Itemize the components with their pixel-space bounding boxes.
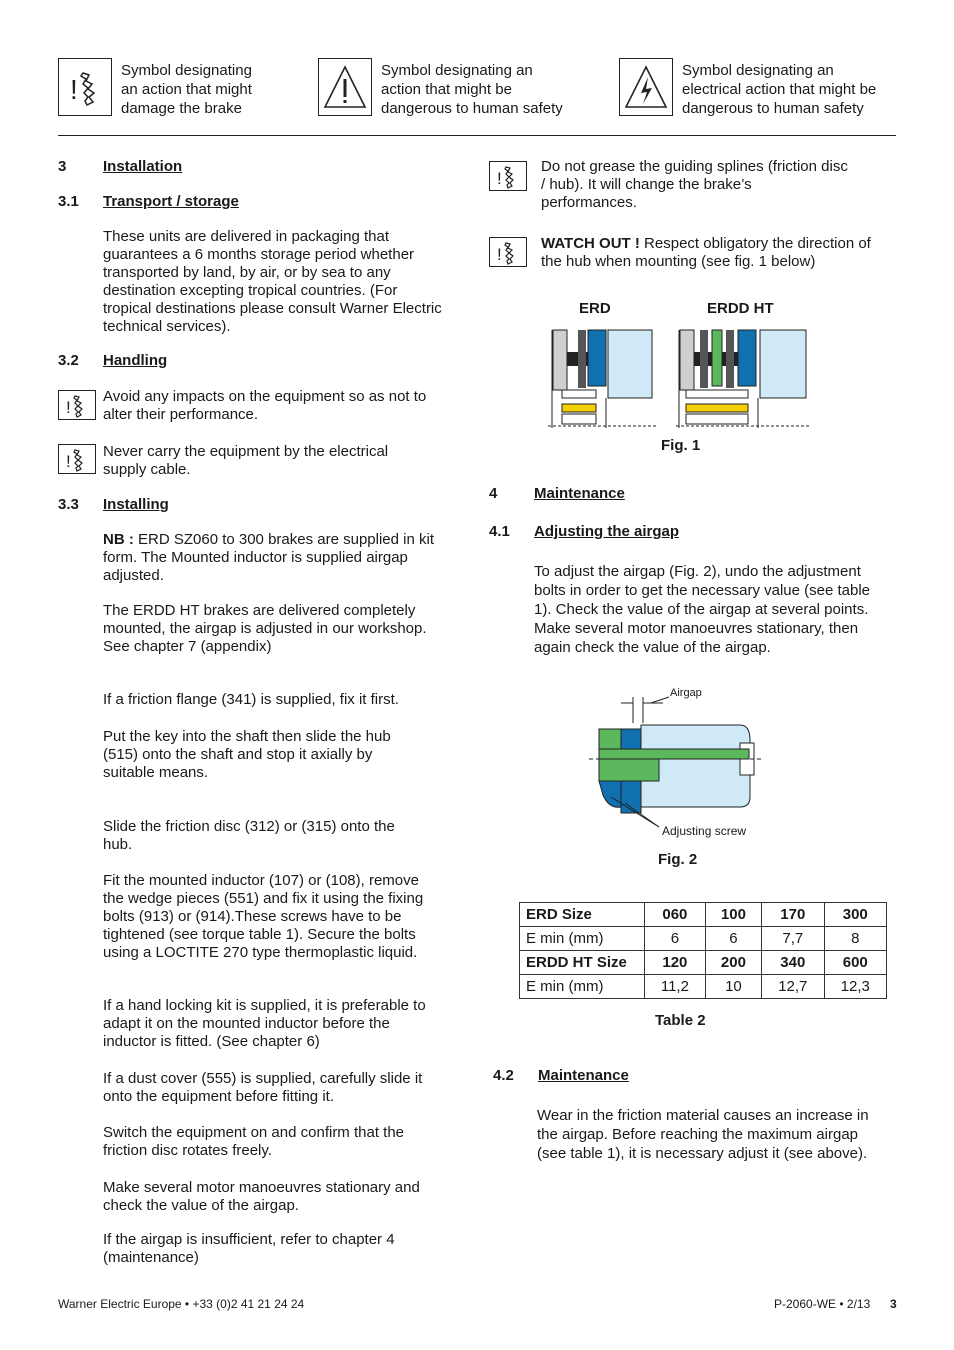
switch-paragraph: Switch the equipment on and confirm that the friction disc rotates freely. xyxy=(103,1124,405,1159)
brake-damage-icon xyxy=(58,58,112,116)
table-row xyxy=(520,975,887,999)
fig1-label-erdd-ht: ERDD HT xyxy=(707,300,774,317)
symbol-2-text: Symbol designating an action that might be dangerous to human safety xyxy=(381,62,563,117)
warning-triangle-icon xyxy=(318,58,372,116)
disc-paragraph: Slide the friction disc (312) or (315) onto the hub. xyxy=(103,818,395,853)
fig2-caption: Fig. 2 xyxy=(658,851,698,868)
adjust-airgap-paragraph: To adjust the airgap (Fig. 2), undo the adjustment bolts in order to get the necessary value (see table 1). Check the value of the airgap at several points. Make several motor manoeuvres stationary, then again check the value of the airgap. xyxy=(534,563,871,656)
symbol-1-text: Symbol designating an action that might damage the brake xyxy=(121,62,252,117)
table-row-label: E min (mm) xyxy=(520,975,645,999)
watch-out-note xyxy=(541,235,891,271)
brake-damage-icon xyxy=(489,161,527,191)
table-row-label: E min (mm) xyxy=(520,927,645,951)
table-row xyxy=(520,903,887,927)
section-4-2-title: Maintenance xyxy=(538,1067,629,1084)
table-cell: 600 xyxy=(824,951,886,975)
watch-out-text: Respect obligatory the direction of the hub when mounting (see fig. 1 below) xyxy=(541,235,871,270)
table-cell: 10 xyxy=(705,975,761,999)
brake-damage-icon xyxy=(58,390,96,420)
insufficient-paragraph: If the airgap is insufficient, refer to chapter 4 (maintenance) xyxy=(103,1231,395,1266)
section-3-1-number: 3.1 xyxy=(58,193,79,210)
fig1-diagram xyxy=(548,324,813,432)
table-row-label: ERDD HT Size xyxy=(520,951,645,975)
handling-note-cable: Never carry the equipment by the electrical supply cable. xyxy=(103,443,389,478)
airgap-table xyxy=(519,902,887,999)
table-cell: 120 xyxy=(645,951,706,975)
section-3-3-title: Installing xyxy=(103,496,169,513)
nb-paragraph xyxy=(103,531,443,585)
nb-label: NB : xyxy=(103,531,134,548)
table-row xyxy=(520,927,887,951)
dust-cover-paragraph: If a dust cover (555) is supplied, carefully slide it onto the equipment before fitting it. xyxy=(103,1070,423,1105)
section-3-number: 3 xyxy=(58,158,67,175)
brake-damage-icon xyxy=(489,237,527,267)
handling-note-impacts: Avoid any impacts on the equipment so as not to alter their performance. xyxy=(103,388,427,423)
locking-kit-paragraph: If a hand locking kit is supplied, it is preferable to adapt it on the mounted inductor before the inductor is fitted. (See chapter 6) xyxy=(103,997,426,1050)
section-4-1-number: 4.1 xyxy=(489,523,510,540)
table-cell: 300 xyxy=(824,903,886,927)
key-paragraph: Put the key into the shaft then slide the hub (515) onto the shaft and stop it axially by suitable means. xyxy=(103,728,391,781)
fig2-diagram xyxy=(585,685,765,845)
section-4-title: Maintenance xyxy=(534,485,625,502)
section-4-number: 4 xyxy=(489,485,498,502)
section-4-2-number: 4.2 xyxy=(493,1067,514,1084)
flange-paragraph: If a friction flange (341) is supplied, fix it first. xyxy=(103,691,399,708)
fig1-label-erd: ERD xyxy=(579,300,611,317)
electrical-hazard-icon xyxy=(619,58,673,116)
section-3-1-title: Transport / storage xyxy=(103,193,239,210)
grease-note: Do not grease the guiding splines (friction disc / hub). It will change the brake’s performances. xyxy=(541,158,848,211)
section-3-title: Installation xyxy=(103,158,183,175)
fig2-screw-label: Adjusting screw xyxy=(662,824,747,838)
page-number: 3 xyxy=(890,1297,897,1311)
table-cell: 12,7 xyxy=(762,975,824,999)
table-cell: 12,3 xyxy=(824,975,886,999)
svg-text:!: ! xyxy=(66,398,71,417)
watch-out-label: WATCH OUT ! xyxy=(541,235,640,252)
table-cell: 200 xyxy=(705,951,761,975)
erdd-paragraph: The ERDD HT brakes are delivered completely mounted, the airgap is adjusted in our workshop. See chapter 7 (appendix) xyxy=(103,602,427,655)
table2-caption: Table 2 xyxy=(655,1012,706,1029)
table-cell: 6 xyxy=(645,927,706,951)
svg-text:!: ! xyxy=(497,169,502,188)
svg-text:!: ! xyxy=(66,452,71,471)
fig2-airgap-label: Airgap xyxy=(670,687,702,699)
fit-inductor-paragraph: Fit the mounted inductor (107) or (108), remove the wedge pieces (551) and fix it using the fixing bolts (913) or (914).These screws have to be tightened (see torque table 1). Secure the bolts using a LOCTITE 270 type thermoplastic liquid. xyxy=(103,872,424,961)
svg-text:!: ! xyxy=(70,74,78,105)
table-cell: 6 xyxy=(705,927,761,951)
header-divider xyxy=(58,135,896,136)
table-cell: 8 xyxy=(824,927,886,951)
section-3-3-number: 3.3 xyxy=(58,496,79,513)
table-row-label: ERD Size xyxy=(520,903,645,927)
table-row xyxy=(520,951,887,975)
fig1-caption: Fig. 1 xyxy=(661,437,701,454)
symbol-3-text: Symbol designating an electrical action that might be dangerous to human safety xyxy=(682,62,877,117)
table-cell: 7,7 xyxy=(762,927,824,951)
section-3-2-title: Handling xyxy=(103,352,168,369)
table-cell: 340 xyxy=(762,951,824,975)
transport-paragraph: These units are delivered in packaging that guarantees a 6 months storage period whether transported by land, by air, or by sea to any destination excepting tropical countries. (For tropical destinations please consult Warner Electric technical services). xyxy=(103,228,442,335)
table-cell: 170 xyxy=(762,903,824,927)
footer-company: Warner Electric Europe • +33 (0)2 41 21 24 24 xyxy=(58,1297,305,1311)
brake-damage-icon xyxy=(58,444,96,474)
table-cell: 100 xyxy=(705,903,761,927)
table-cell: 060 xyxy=(645,903,706,927)
section-4-1-title: Adjusting the airgap xyxy=(534,523,680,540)
svg-text:!: ! xyxy=(497,245,502,264)
section-3-2-number: 3.2 xyxy=(58,352,79,369)
nb-text: ERD SZ060 to 300 brakes are supplied in kit form. The Mounted inductor is supplied airgap adjusted. xyxy=(103,531,434,584)
manoeuvre-paragraph: Make several motor manoeuvres stationary and check the value of the airgap. xyxy=(103,1179,420,1214)
wear-paragraph: Wear in the friction material causes an increase in the airgap. Before reaching the maximum airgap (see table 1), it is necessary adjust it (see above). xyxy=(537,1107,869,1162)
footer-reference: P-2060-WE • 2/13 xyxy=(774,1297,871,1311)
table-cell: 11,2 xyxy=(645,975,706,999)
